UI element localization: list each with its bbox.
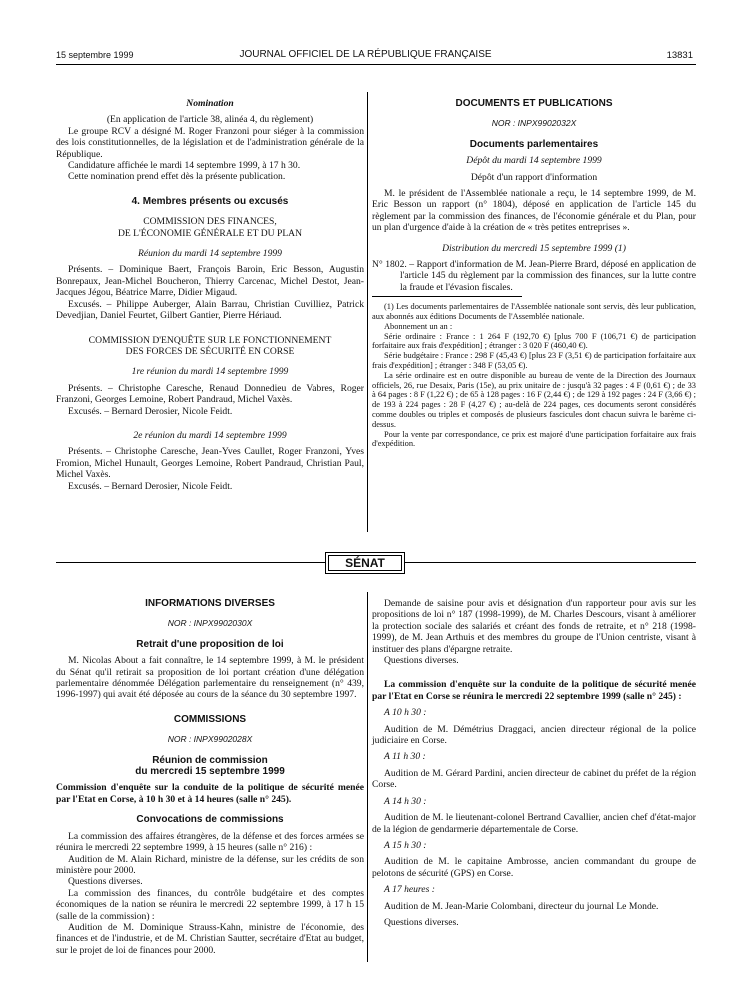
- saisine-paragraph: Demande de saisine pour avis et désignation d'un rapporteur pour avis sur les propositions de loi n° 187 (1998-1999), de M. Charles Descours, visant à améliorer la protection sociale des salariés et créant des fonds de retraite, et n° 218 (1998-1999), de M. Jean Arthuis et des membres du groupe de l'Union centriste, visant à instituer des plans d'épargne retraite.: [372, 598, 696, 655]
- presents-list-3: Présents. – Christophe Caresche, Jean-Yves Caullet, Roger Franzoni, Yves Fromion, Michel Hunault, Georges Lemoine, Robert Pandraud, Christian Paul, Michel Vaxès.: [56, 446, 364, 481]
- commission-enquete-line2: DES FORCES DE SÉCURITÉ EN CORSE: [125, 345, 295, 357]
- time-1530: A 15 h 30 :: [384, 839, 427, 851]
- reunion-commission-line1: Réunion de commission: [152, 754, 268, 766]
- questions-diverses-2: Questions diverses.: [384, 655, 459, 667]
- reunion-date-2: 1re réunion du mardi 14 septembre 1999: [131, 366, 289, 378]
- depot-rapport-heading: Dépôt d'un rapport d'information: [470, 171, 598, 183]
- nomination-title: Nomination: [186, 98, 234, 109]
- excuses-list-3: Excusés. – Bernard Derosier, Nicole Feidt.: [68, 480, 233, 492]
- convocation-affaires-etrangeres: La commission des affaires étrangères, de la défense et des forces armées se réunira le mercredi 22 septembre 1999, à 15 heures (salle n° 216) :: [56, 830, 364, 854]
- header-rule: [56, 64, 696, 65]
- informations-nor: NOR : INPX9902030X: [167, 618, 253, 629]
- reunion-date-1: Réunion du mardi 14 septembre 1999: [138, 248, 282, 260]
- retrait-paragraph: M. Nicolas About a fait connaître, le 14 septembre 1999, à M. le président du Sénat qu'il retirait sa proposition de loi portant création d'une délégation parlementaire dénommée Délégation parlementaire du renseignement (n° 439, 1996-1997) qui avait été déposée au cours de la séance du 30 septembre 1997.: [56, 655, 364, 701]
- audition-richard: Audition de M. Alain Richard, ministre de la défense, sur les crédits de son ministère pour 2000.: [56, 853, 364, 876]
- column-divider-bottom: [367, 592, 368, 962]
- distribution-date: Distribution du mercredi 15 septembre 1999 (1): [442, 242, 626, 254]
- depot-paragraph: M. le président de l'Assemblée nationale a reçu, le 14 septembre 1999, de M. Eric Besson un rapport (n° 1804), déposé en application de l'article 145 du règlement par la commission des finances, de l'économie générale et du Plan, pour un plan d'urgence d'aide à la création de « très petites entreprises ».: [372, 188, 696, 234]
- footnote-vente: La série ordinaire est en outre disponible au bureau de vente de la Direction des Journaux officiels, 26, rue Desaix, Paris (15e), au prix unitaire de : jusqu'à 32 pages : 4 F (0,61 €) ; de 33 à 64 pages : 8 F (1,22 €) ; de 65 à 128 pages : 16 F (2,44 €) ; de 129 à 192 pages : 24 F (3,66 €) ; de 193 à 224 pages : 28 F (4,27 €) ; au-delà de 224 pages, ces documents seront considérés comme doubles ou triples et composés de plusieurs fascicules dont chacun suivra le barème ci-dessus.: [372, 370, 696, 429]
- convocations-title: Convocations de commissions: [136, 814, 284, 826]
- documents-subtitle: Documents parlementaires: [469, 138, 599, 150]
- nomination-reference: (En application de l'article 38, alinéa 4, du règlement): [106, 114, 314, 126]
- column-assemblee-left: [56, 98, 364, 492]
- nomination-paragraph: Le groupe RCV a désigné M. Roger Franzoni pour siéger à la commission des lois constitutionnelles, de la législation et de l'administration générale de la République.: [56, 125, 364, 160]
- header-date: 15 septembre 1999: [56, 50, 134, 60]
- membres-title: 4. Membres présents ou excusés: [131, 195, 289, 207]
- commissions-title: COMMISSIONS: [173, 713, 247, 725]
- questions-diverses-3: Questions diverses.: [384, 916, 459, 928]
- depot-date: Dépôt du mardi 14 septembre 1999: [466, 155, 602, 167]
- audition-pardini: Audition de M. Gérard Pardini, ancien directeur de cabinet du préfet de la région Corse.: [372, 767, 696, 791]
- time-17h: A 17 heures :: [384, 884, 435, 896]
- audition-colombani: Audition de M. Jean-Marie Colombani, directeur du journal Le Monde.: [384, 900, 659, 912]
- reunion-commission-line2: du mercredi 15 septembre 1999: [135, 766, 285, 778]
- column-assemblee-right: [372, 98, 696, 449]
- presents-list-1: Présents. – Dominique Baert, François Baroin, Eric Besson, Augustin Bonrepaux, Jean-Michel Boucheron, Thierry Carcenac, Michel Destot, Jean-Jacques Jégou, Béatrice Marre, Didier Migaud.: [56, 264, 364, 299]
- footnote-rule: [372, 296, 522, 297]
- enquete-paragraph: Commission d'enquête sur la conduite de la politique de sécurité menée par l'Etat en Corse, à 10 h 30 et à 14 heures (salle n° 245).: [56, 782, 364, 805]
- excuses-list-1: Excusés. – Philippe Auberger, Alain Barrau, Christian Cuvilliez, Patrick Devedjian, Daniel Feurtet, Gilbert Gantier, Pierre Hériaud.: [56, 298, 364, 322]
- audition-cavallier: Audition de M. le lieutenant-colonel Bertrand Cavallier, ancien chef d'état-major de la légion de gendarmerie départementale de Corse.: [372, 812, 696, 835]
- senat-label: SÉNAT: [328, 555, 402, 571]
- audition-strauss-kahn: Audition de M. Dominique Strauss-Kahn, ministre de l'économie, des finances et de l'industrie, et de M. Christian Sautter, secrétaire d'Etat au budget, sur le projet de loi de finances pour 2000.: [56, 921, 364, 956]
- enquete-convocation: La commission d'enquête sur la conduite de la politique de sécurité menée par l'Etat en Corse se réunira le mercredi 22 septembre 1999 (salle n° 245) :: [372, 679, 696, 702]
- senat-line-right: [405, 562, 696, 563]
- header-journal-title: JOURNAL OFFICIEL DE LA RÉPUBLIQUE FRANÇAISE: [239, 49, 492, 60]
- rapport-1802: N° 1802. – Rapport d'information de M. Jean-Pierre Brard, déposé en application de l'article 145 du règlement par la commission des finances, sur la lutte contre la fraude et l'évasion fiscales.: [372, 259, 696, 293]
- commission-finances-line2: DE L'ÉCONOMIE GÉNÉRALE ET DU PLAN: [117, 227, 303, 239]
- footnote-1: (1) Les documents parlementaires de l'Assemblée nationale sont servis, dès leur publication, aux abonnés aux éditions Documents de l'Assemblée nationale.: [372, 302, 696, 322]
- nomination-effect: Cette nomination prend effet dès la présente publication.: [68, 171, 286, 183]
- column-divider-top: [367, 92, 368, 532]
- footnote-abonnement: Abonnement un an :: [384, 321, 453, 331]
- time-1130: A 11 h 30 :: [384, 751, 426, 763]
- retrait-title: Retrait d'une proposition de loi: [136, 638, 284, 650]
- documents-nor: NOR : INPX9902032X: [491, 118, 577, 129]
- nomination-candidature: Candidature affichée le mardi 14 septembre 1999, à 17 h 30.: [68, 160, 301, 172]
- reunion-date-3: 2e réunion du mardi 14 septembre 1999: [133, 429, 287, 441]
- presents-list-2: Présents. – Christophe Caresche, Renaud Donnedieu de Vabres, Roger Franzoni, Georges Lemoine, Robert Pandraud, Michel Vaxès.: [56, 382, 364, 406]
- excuses-list-2: Excusés. – Bernard Derosier, Nicole Feidt.: [68, 405, 233, 417]
- page-header: [0, 50, 731, 64]
- senat-banner: [325, 552, 405, 574]
- questions-diverses-1: Questions diverses.: [68, 876, 143, 888]
- documents-title: DOCUMENTS ET PUBLICATIONS: [455, 98, 613, 109]
- column-senat-left: [56, 598, 364, 956]
- senat-line-left: [56, 562, 325, 563]
- convocation-finances: La commission des finances, du contrôle budgétaire et des comptes économiques de la nation se réunira le mercredi 22 septembre 1999, à 17 h 15 (salle de la commission) :: [56, 887, 364, 922]
- commissions-nor: NOR : INPX9902028X: [167, 734, 253, 745]
- header-page-number: 13831: [666, 50, 693, 61]
- footnote-serie-budgetaire: Série budgétaire : France : 298 F (45,43 €) [plus 23 F (3,51 €) de participation forfaitaire aux frais d'expédition] ; étranger : 348 F (53,05 €).: [372, 351, 696, 371]
- column-senat-right: [372, 598, 696, 928]
- audition-draggaci: Audition de M. Démétrius Draggaci, ancien directeur régional de la police judiciaire en Corse.: [372, 723, 696, 747]
- footnote-serie-ordinaire: Série ordinaire : France : 1 264 F (192,70 €) [plus 700 F (106,71 €) de participation forfaitaire aux frais d'expédition] ; étranger : 3 020 F (460,40 €).: [372, 331, 696, 351]
- audition-ambrosse: Audition de M. le capitaine Ambrosse, ancien commandant du groupe de pelotons de sécurité (GPS) en Corse.: [372, 856, 696, 879]
- commission-enquete-line1: COMMISSION D'ENQUÊTE SUR LE FONCTIONNEMENT: [88, 334, 332, 346]
- commission-finances-line1: COMMISSION DES FINANCES,: [143, 216, 277, 228]
- time-1030: A 10 h 30 :: [384, 707, 427, 719]
- time-1430: A 14 h 30 :: [384, 795, 427, 807]
- footnote-correspondance: Pour la vente par correspondance, ce prix est majoré d'une participation forfaitaire aux frais d'expédition.: [372, 429, 696, 449]
- informations-diverses-title: INFORMATIONS DIVERSES: [145, 598, 275, 609]
